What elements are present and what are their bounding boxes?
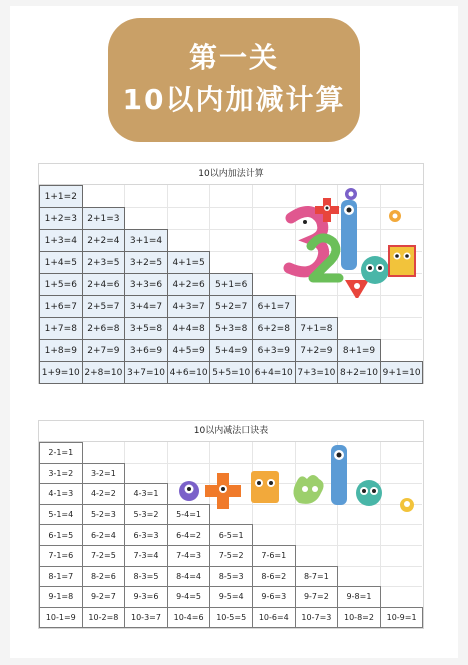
green-hand-monster	[293, 475, 323, 504]
subtraction-equation-cell: 6-5=1	[209, 524, 253, 546]
subtraction-equation-cell: 8-1=7	[39, 566, 83, 588]
addition-equation-cell: 4+5=9	[167, 339, 211, 362]
addition-equation-cell: 2+1=3	[82, 207, 126, 230]
subtraction-equation-cell: 10-8=2	[337, 607, 381, 629]
subtraction-equation-cell: 7-2=5	[82, 545, 126, 567]
addition-equation-cell: 5+3=8	[209, 317, 253, 340]
subtraction-table	[38, 420, 424, 629]
subtraction-equation-cell: 10-7=3	[295, 607, 339, 629]
addition-equation-cell: 2+8=10	[82, 361, 126, 384]
banner-topic-title: 10以内加减计算	[122, 83, 346, 116]
addition-equation-cell: 3+6=9	[124, 339, 168, 362]
subtraction-equation-cell: 7-4=3	[167, 545, 211, 567]
addition-equation-cell: 2+3=5	[82, 251, 126, 274]
subtraction-equation-cell: 7-3=4	[124, 545, 168, 567]
subtraction-equation-cell: 7-5=2	[209, 545, 253, 567]
addition-table	[38, 163, 424, 384]
addition-equation-cell: 3+3=6	[124, 273, 168, 296]
subtraction-equation-cell: 6-4=2	[167, 524, 211, 546]
addition-equation-cell: 6+2=8	[252, 317, 296, 340]
teal-monster	[356, 480, 382, 506]
addition-equation-cell: 9+1=10	[380, 361, 424, 384]
teal-monster	[361, 256, 389, 284]
addition-equation-cell: 3+5=8	[124, 317, 168, 340]
subtraction-equation-cell: 9-1=8	[39, 586, 83, 608]
addition-equation-cell: 5+5=10	[209, 361, 253, 384]
subtraction-equation-cell: 2-1=1	[39, 442, 83, 464]
addition-equation-cell: 6+1=7	[252, 295, 296, 318]
addition-equation-cell: 5+2=7	[209, 295, 253, 318]
subtraction-equation-cell: 8-6=2	[252, 566, 296, 588]
subtraction-equation-cell: 9-5=4	[209, 586, 253, 608]
addition-equation-cell: 4+2=6	[167, 273, 211, 296]
subtraction-equation-cell: 8-7=1	[295, 566, 339, 588]
addition-equation-cell: 2+2=4	[82, 229, 126, 252]
subtraction-equation-cell: 9-7=2	[295, 586, 339, 608]
subtraction-equation-cell: 8-3=5	[124, 566, 168, 588]
addition-equation-cell: 1+8=9	[39, 339, 83, 362]
yellow-square-monster	[389, 246, 415, 276]
addition-equation-cell: 4+4=8	[167, 317, 211, 340]
addition-equation-cell: 2+7=9	[82, 339, 126, 362]
subtraction-table-title: 10以内减法口诀表	[39, 421, 423, 442]
subtraction-equation-cell: 10-3=7	[124, 607, 168, 629]
subtraction-equation-cell: 8-5=3	[209, 566, 253, 588]
addition-equation-cell: 1+4=5	[39, 251, 83, 274]
addition-equation-cell: 7+3=10	[295, 361, 339, 384]
subtraction-equation-cell: 8-4=4	[167, 566, 211, 588]
addition-equation-cell: 3+7=10	[124, 361, 168, 384]
addition-equation-cell: 1+3=4	[39, 229, 83, 252]
addition-equation-cell: 4+1=5	[167, 251, 211, 274]
subtraction-equation-cell: 5-3=2	[124, 504, 168, 526]
addition-table-title: 10以内加法计算	[39, 164, 423, 185]
addition-equation-cell: 6+4=10	[252, 361, 296, 384]
subtraction-equation-cell: 9-6=3	[252, 586, 296, 608]
addition-equation-cell: 4+6=10	[167, 361, 211, 384]
addition-equation-cell: 7+1=8	[295, 317, 339, 340]
addition-equation-cell: 5+4=9	[209, 339, 253, 362]
subtraction-equation-cell: 10-2=8	[82, 607, 126, 629]
addition-equation-cell: 2+6=8	[82, 317, 126, 340]
subtraction-equation-cell: 9-8=1	[337, 586, 381, 608]
subtraction-equation-cell: 8-2=6	[82, 566, 126, 588]
number-monsters-illustration	[271, 188, 421, 298]
addition-equation-cell: 8+2=10	[337, 361, 381, 384]
addition-equation-cell: 7+2=9	[295, 339, 339, 362]
subtraction-equation-cell: 10-9=1	[380, 607, 424, 629]
addition-equation-cell: 3+4=7	[124, 295, 168, 318]
level-banner	[108, 18, 360, 142]
subtraction-equation-cell: 4-3=1	[124, 483, 168, 505]
addition-equation-cell: 2+4=6	[82, 273, 126, 296]
addition-equation-cell: 1+6=7	[39, 295, 83, 318]
subtraction-equation-cell: 5-4=1	[167, 504, 211, 526]
worksheet-page	[10, 6, 458, 658]
addition-equation-cell: 1+7=8	[39, 317, 83, 340]
addition-equation-cell: 6+3=9	[252, 339, 296, 362]
subtraction-equation-cell: 9-2=7	[82, 586, 126, 608]
subtraction-equation-cell: 10-4=6	[167, 607, 211, 629]
subtraction-equation-cell: 7-6=1	[252, 545, 296, 567]
addition-equation-cell: 8+1=9	[337, 339, 381, 362]
shape-monsters-illustration	[169, 443, 421, 529]
subtraction-equation-cell: 6-2=4	[82, 524, 126, 546]
addition-equation-cell: 1+1=2	[39, 185, 83, 208]
subtraction-equation-cell: 9-4=5	[167, 586, 211, 608]
subtraction-equation-cell: 10-5=5	[209, 607, 253, 629]
subtraction-equation-cell: 7-1=6	[39, 545, 83, 567]
subtraction-equation-cell: 5-2=3	[82, 504, 126, 526]
subtraction-equation-cell: 10-6=4	[252, 607, 296, 629]
subtraction-equation-cell: 6-3=3	[124, 524, 168, 546]
addition-equation-cell: 1+9=10	[39, 361, 83, 384]
subtraction-equation-cell: 10-1=9	[39, 607, 83, 629]
banner-level-title: 第一关	[188, 41, 279, 74]
subtraction-equation-cell: 5-1=4	[39, 504, 83, 526]
subtraction-equation-cell: 4-2=2	[82, 483, 126, 505]
addition-equation-cell: 3+2=5	[124, 251, 168, 274]
orange-square-monster	[251, 471, 279, 503]
addition-equation-cell: 1+5=6	[39, 273, 83, 296]
addition-equation-cell: 3+1=4	[124, 229, 168, 252]
addition-equation-cell: 1+2=3	[39, 207, 83, 230]
addition-equation-cell: 4+3=7	[167, 295, 211, 318]
addition-equation-cell: 5+1=6	[209, 273, 253, 296]
subtraction-equation-cell: 6-1=5	[39, 524, 83, 546]
addition-equation-cell: 2+5=7	[82, 295, 126, 318]
subtraction-equation-cell: 3-1=2	[39, 463, 83, 485]
subtraction-equation-cell: 4-1=3	[39, 483, 83, 505]
subtraction-equation-cell: 9-3=6	[124, 586, 168, 608]
subtraction-equation-cell: 3-2=1	[82, 463, 126, 485]
